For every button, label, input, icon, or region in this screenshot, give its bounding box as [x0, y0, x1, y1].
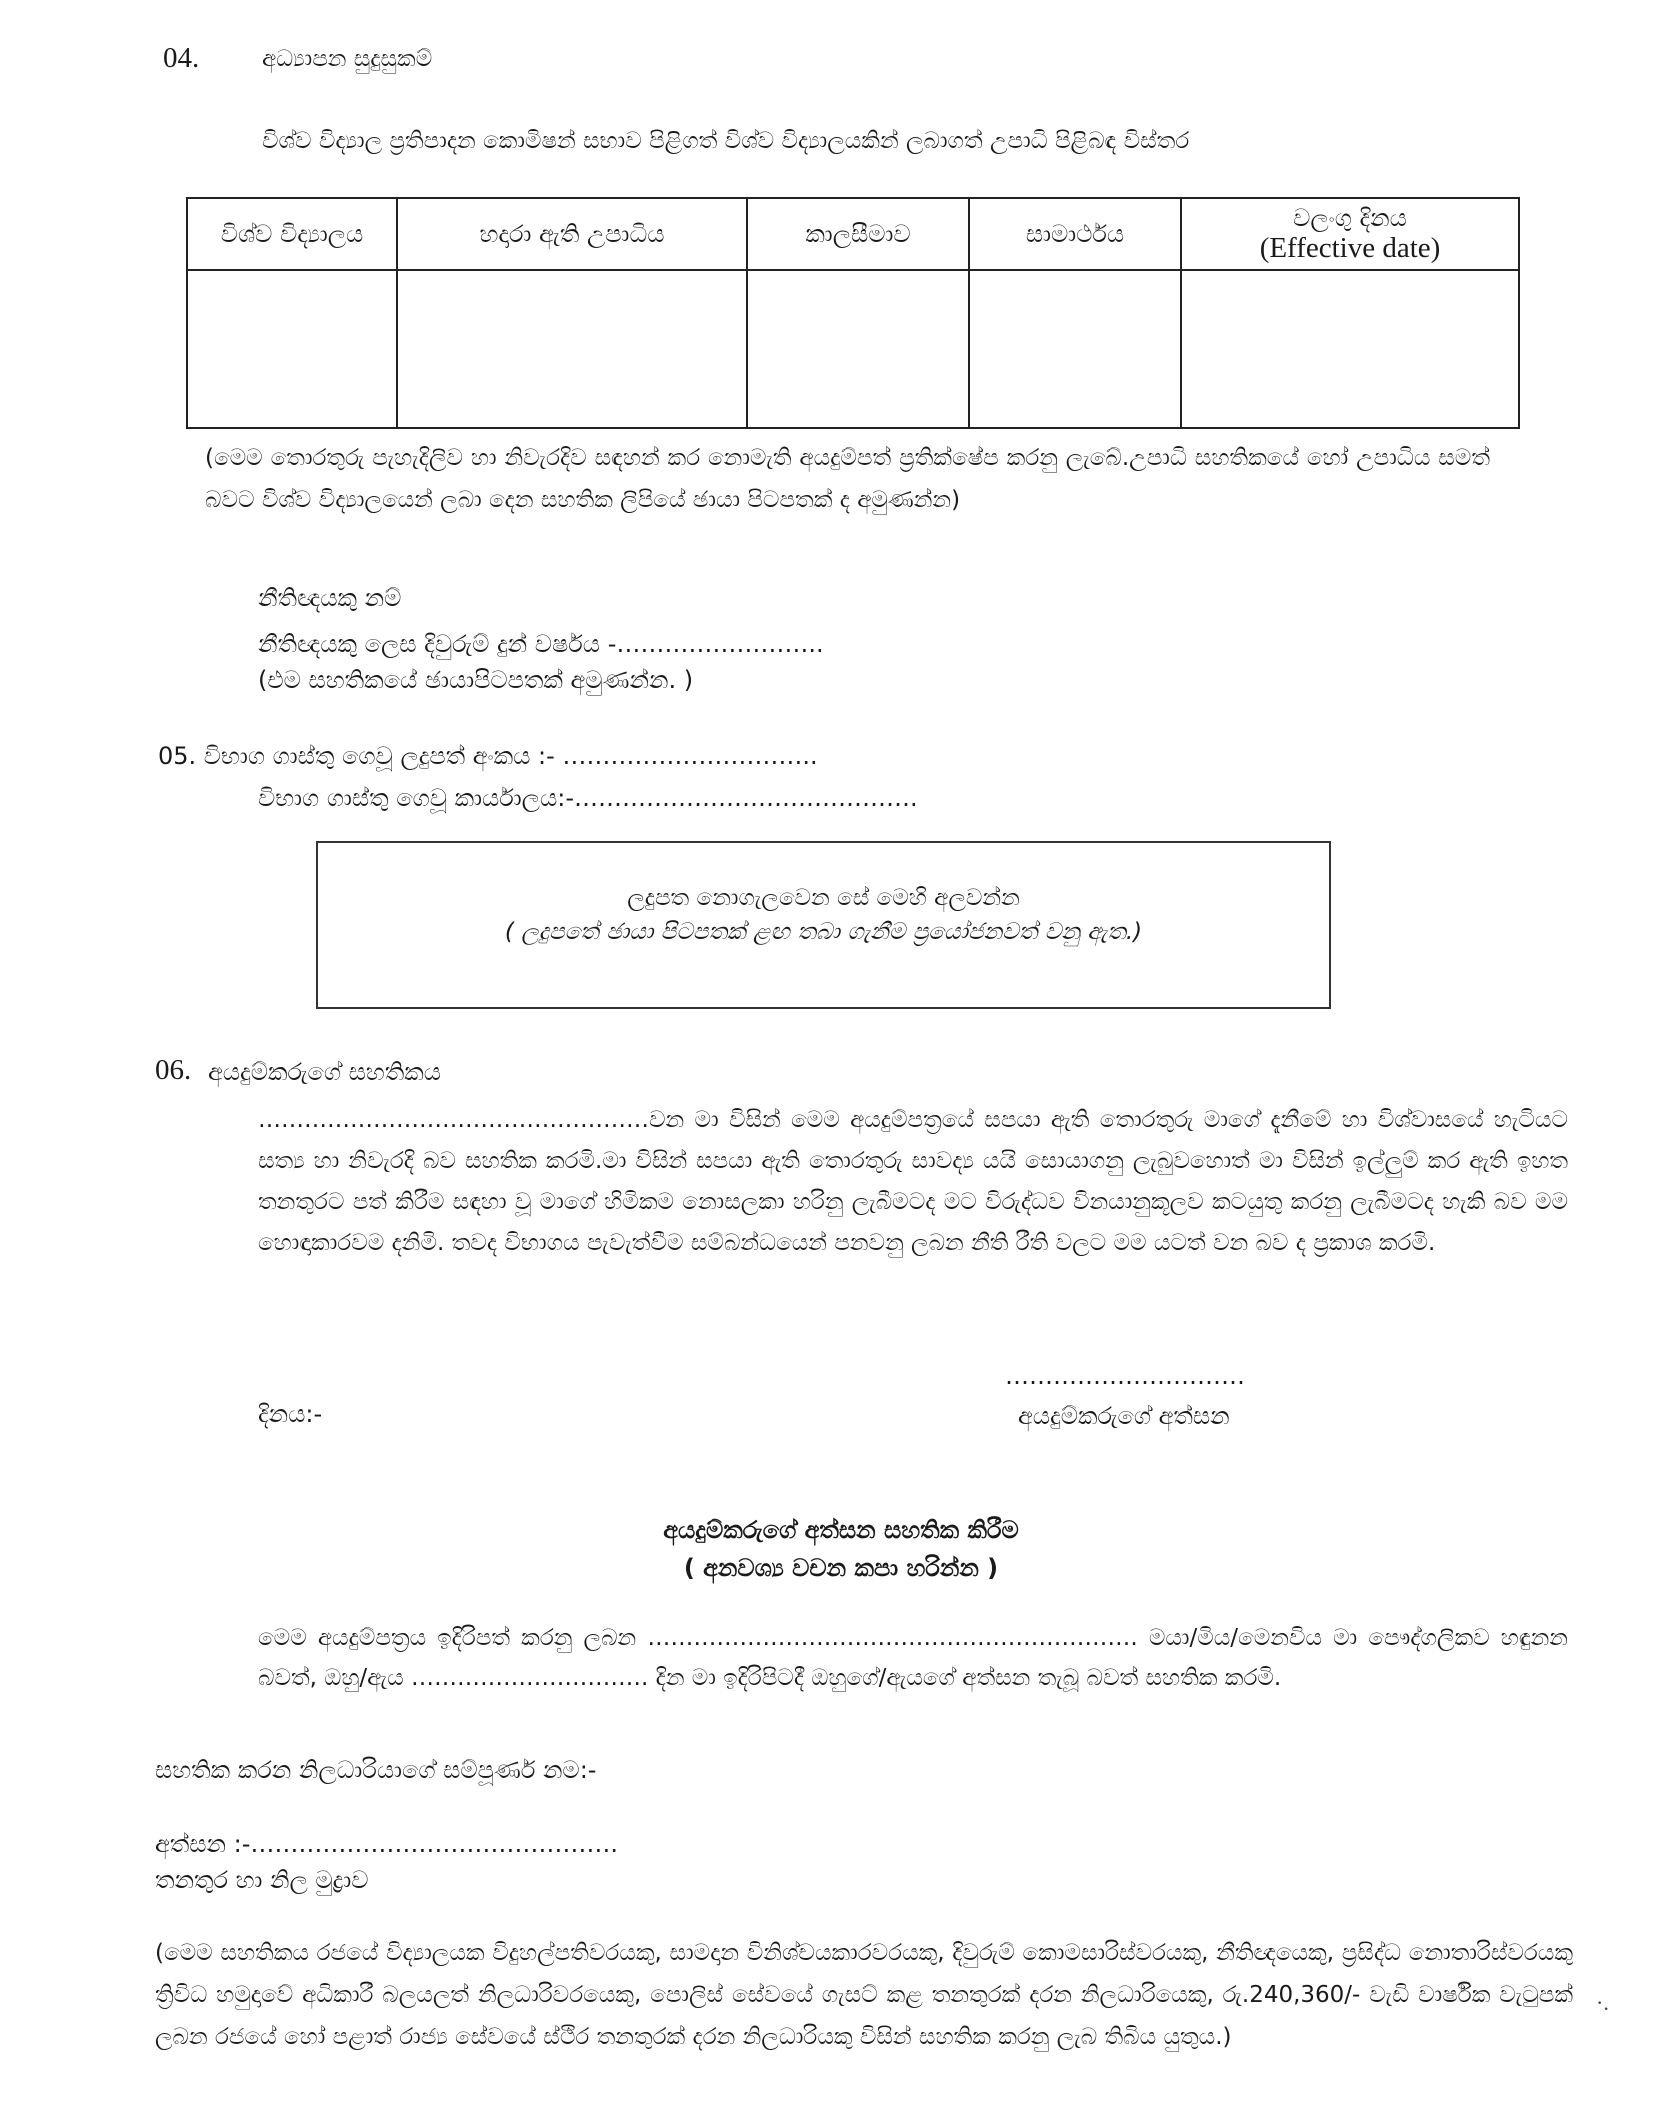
receipt-office-line: විභාග ගාස්තු ගෙවූ කාර්යාලය:-……………………………………. [258, 784, 918, 812]
attestation-title: අයදුම්කරුගේ අත්සන සහතික කිරීම [663, 1516, 1019, 1544]
qualifications-table [186, 197, 1520, 429]
header-university: විශ්ව විද්‍යාලය [187, 198, 397, 270]
attestation-subtitle: ( අනවශ්‍ය වචන කපා හරින්න ) [683, 1554, 999, 1582]
applicant-declaration: ……………………………………………වන මා විසින් මෙම අයදුම්පත්‍රයේ සපයා ඇති තොරතුරු මාගේ දැනීමේ හා විශ්වාසයේ හැටියට සත්‍ය හා නිවැරදි බව සහතික කරමි.මා විසින් සපයා ඇති තොරතුරු සාවද්‍ය යයි සොයාගනු ලැබුවහොත් මා විසින් ඉල්ලුම් කර ඇති ඉහත තනතුරට පත් කිරීම සඳහා වූ මාගේ හිමිකම නොසලකා හරිනු ලැබීමටද මට විරුද්ධව විනයානුකූලව කටයුතු කරනු ලැබීමටද හැකි බව මම හොඳාකාරවම දනිමි. තවද විභාගය පැවැත්වීම සම්බන්ධයෙන් පනවනු ලබන නීති රීති වලට මම යටත් වන බව ද ප්‍රකාශ කරමි. [258, 1107, 1568, 1256]
attestation-footer-note: (මෙම සහතිකය රජයේ විද්‍යාලයක විදුහල්පතිවරයකු, සාමදාන විනිශ්චයකාරවරයකු, දිවුරුම් කොමසාරිස්වරයකු, නීතිඥයෙකු, ප්‍රසිද්ධ නොතාරිස්වරයකු ත්‍රිවිධ හමුදාවේ අධිකාරී බලයලත් නිලධාරිවරයෙකු, පොලිස් සේවයේ ගැසට් කළ තනතුරක් දරන නිලධාරියෙකු, රු.240,360/- වැඩි වාර්ෂික වැටුපක් ලබන රජයේ හෝ පළාත් රාජ්‍ය සේවයේ ස්ථිර තනතුරක් දරන නිලධාරියකු විසින් සහතික කරනු ලැබ තිබිය යුතුය.) [155, 1940, 1573, 2050]
receipt-paste-box[interactable] [316, 841, 1331, 1009]
header-effective-date-si: වලංගු දිනය [1293, 203, 1407, 232]
section-4-subtitle: විශ්ව විද්‍යාල ප්‍රතිපාදන කොමිෂන් සභාව පිළිගත් විශ්ව විද්‍යාලයකින් ලබාගත් උපාධි පිළිබඳ විස්තර [262, 128, 1190, 154]
section-4-note: (මෙම තොරතුරු පැහැදිලිව හා නිවැරදිව සඳහන් කර නොමැති අයදුම්පත් ප්‍රතික්ෂේප කරනු ලැබේ.උපාධි සහතිකයේ හෝ උපාධිය සමත් බවට විශ්ව විද්‍යාලයෙන් ලබා දෙන සහතික ලිපියේ ඡායා පිටපතක් ද අමුණන්න) [205, 445, 1490, 513]
receipt-number-line: 05. විභාග ගාස්තු ගෙවූ ලදුපත් අංකය :- ………………………….. [158, 742, 818, 770]
cell-degree[interactable] [397, 270, 747, 428]
margin-mark: ·. [1596, 1990, 1609, 2015]
cell-effective-date[interactable] [1181, 270, 1519, 428]
header-effective-date [1181, 198, 1519, 270]
section-4-title: අධ්‍යාපන සුදුසුකම් [262, 46, 433, 72]
attorney-years-line: නීතිඥයකු ලෙස දිවුරුම් දුන් වර්ෂය -…………………….. [258, 630, 824, 658]
cell-duration[interactable] [747, 270, 969, 428]
attestation-body: මෙම අයදුම්පත්‍රය ඉදිරිපත් කරනු ලබන ………………………………………………………. මයා/මිය/මෙනවිය මා පෞද්ගලිකව හඳුනන බවත්, ඔහු/ඇය …………………………. දින මා ඉදිරිපිටදී ඔහුගේ/ඇයගේ අත්සන තැබූ බවත් සහතික කරමි. [258, 1625, 1568, 1691]
header-effective-date-en: (Effective date) [1259, 231, 1441, 264]
header-result: සාමාර්ථය [969, 198, 1181, 270]
date-label: දිනය:- [258, 1400, 323, 1428]
table-row [187, 270, 1519, 428]
applicant-signature-dots: ………………………… [1005, 1362, 1245, 1390]
receipt-copy-note: ( ලදුපතේ ඡායා පිටපතක් ළඟ තබා ගැනීම ප්‍රයෝජනවත් වනු ඇත.) [504, 918, 1143, 945]
header-duration: කාලසීමාව [747, 198, 969, 270]
applicant-signature-label: අයදුම්කරුගේ අත්සන [1018, 1402, 1230, 1430]
cell-result[interactable] [969, 270, 1181, 428]
section-6-number: 06. [155, 1054, 192, 1086]
table-header-row [187, 198, 1519, 270]
cell-university[interactable] [187, 270, 397, 428]
attorney-label: නීතිඥයකු නම් [258, 584, 402, 612]
officer-signature-line: අත්සන :-………………………………………. [155, 1830, 619, 1858]
section-6-title: අයදුම්කරුගේ සහතිකය [208, 1058, 442, 1086]
section-4-number: 04. [163, 42, 200, 74]
header-degree: හදාරා ඇති උපාධිය [397, 198, 747, 270]
receipt-paste-instruction: ලදුපත නොගැලවෙන සේ මෙහි අලවන්න [627, 885, 1020, 911]
designation-seal-label: තනතුර හා නිල මුද්‍රාව [155, 1866, 369, 1894]
certifying-officer-name-label: සහතික කරන නිලධාරියාගේ සම්පූර්ණ නම:- [155, 1756, 597, 1784]
attorney-note: (එම සහතිකයේ ඡායාපිටපතක් අමුණන්න. ) [258, 666, 694, 694]
